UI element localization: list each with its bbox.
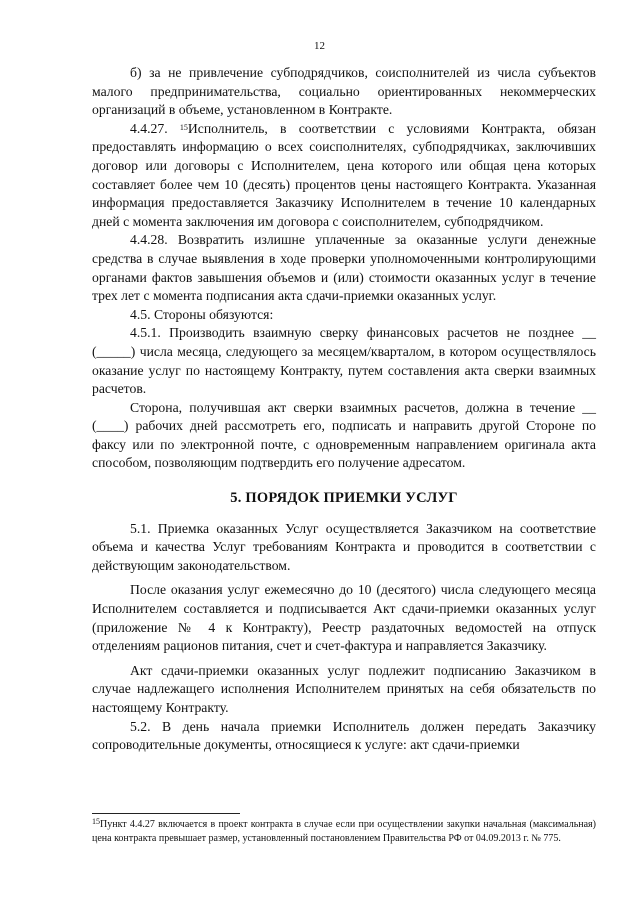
section-title: 5. ПОРЯДОК ПРИЕМКИ УСЛУГ: [230, 490, 458, 507]
footnote-separator: [92, 813, 240, 814]
footnote-reference[interactable]: 15: [179, 122, 188, 132]
paragraph-monthly-acts: После оказания услуг ежемесячно до 10 (десятого) числа следующего месяца Исполнителем составляется и подписывается Акт сдачи-приемки оказанных услуг (приложение № 4 к Контракту), Реестр раздаточных ведомостей на отпуск отделениям рационов питания, счет и счет-фактура и направляется Заказчику.: [92, 582, 596, 654]
paragraph-4-5-1: 4.5.1. Производить взаимную сверку финансовых расчетов не позднее __ (_____) числа месяца, следующего за месяцем/кварталом, в котором осуществлялось оказание услуг по настоящему Контракту, путем составления акта сверки взаимных расчетов.: [92, 325, 596, 397]
clause-text: Исполнитель, в соответствии с условиями Контракта, обязан предоставлять информацию о всех соисполнителях, субподрядчиках, заключивших договор или договоры с Исполнителем, цена которого или общая цена которых составляет более чем 10 (десять) процентов цены настоящего Контракта. Указанная информация предоставляется Заказчику Исполнителем в течение 10 календарных дней с момента заключения им договора с соисполнителем, субподрядчиком.: [92, 120, 597, 229]
footnote: [92, 818, 596, 845]
paragraph-4-4-28: 4.4.28. Возвратить излишне уплаченные за оказанные услуги денежные средства в случае выявления в ходе проверки уполномоченными контролирующими органами фактов завышения объемов и (или) стоимости оказанных услуг в течение трех лет с момента подписания акта сдачи-приемки оказанных услуг.: [92, 232, 596, 304]
footnote-number: 15: [92, 817, 100, 826]
paragraph-reconciliation: Сторона, получившая акт сверки взаимных расчетов, должна в течение __ (____) рабочих дней рассмотреть его, подписать и направить другой Стороне по факсу или по электронной почте, с одновременным направлением оригинала акта способом, позволяющим подтвердить его получение адресатом.: [92, 399, 596, 471]
document-body: [92, 64, 596, 755]
paragraph-act-signing: Акт сдачи-приемки оказанных услуг подлежит подписанию Заказчиком в случае надлежащего исполнения Исполнителем принятых на себя обязательств по настоящему Контракту.: [92, 662, 596, 715]
page-number: 12: [314, 40, 325, 52]
paragraph-4-4-27: [92, 120, 596, 232]
paragraph-5-1: 5.1. Приемка оказанных Услуг осуществляется Заказчиком на соответствие объема и качества Услуг требованиям Контракта и проводится в соответствии с действующим законодательством.: [92, 520, 596, 573]
paragraph-4-5: 4.5. Стороны обязуются:: [130, 306, 274, 322]
footnote-text: Пункт 4.4.27 включается в проект контракта в случае если при осуществлении закупки начальная (максимальная) цена контракта превышает размер, установленный постановлением Правительства РФ от 04.09.2013 г. № 775.: [92, 819, 596, 844]
paragraph-5-2: 5.2. В день начала приемки Исполнитель должен передать Заказчику сопроводительные документы, относящиеся к услуге: акт сдачи-приемки: [92, 718, 596, 753]
paragraph-b: б) за не привлечение субподрядчиков, соисполнителей из числа субъектов малого предпринимательства, социально ориентированных некоммерческих организаций в объеме, установленном в Контракте.: [92, 65, 596, 118]
clause-number: 4.4.27.: [130, 120, 180, 136]
